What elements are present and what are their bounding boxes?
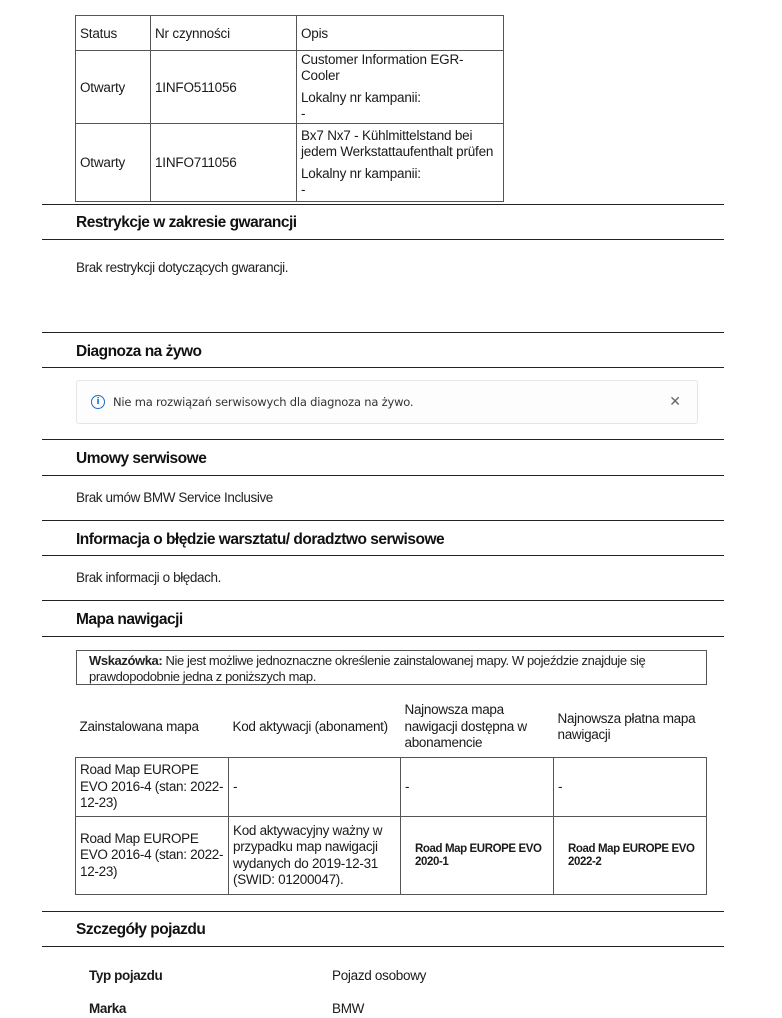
section-title-warranty: Restrykcje w zakresie gwarancji (76, 214, 297, 231)
section-title-navigation-map: Mapa nawigacji (76, 611, 183, 628)
campaign-table (75, 15, 504, 202)
installed-map-cell: Road Map EUROPE EVO 2016-4 (stan: 2022-12-23) (76, 817, 229, 895)
table-row (76, 124, 504, 202)
local-number-label: Lokalny nr kampanii: (301, 90, 421, 105)
divider (42, 239, 724, 240)
divider (42, 439, 724, 440)
latest-paid-map-cell: Road Map EUROPE EVO 2022-2 (554, 817, 707, 895)
detail-value-vehicle-type: Pojazd osobowy (332, 968, 427, 983)
navigation-map-table (75, 697, 707, 895)
service-contracts-text: Brak umów BMW Service Inclusive (76, 490, 273, 505)
description-cell (297, 51, 504, 124)
description-cell (297, 124, 504, 202)
table-header-row (76, 697, 707, 758)
divider (42, 946, 724, 947)
section-title-vehicle-details: Szczegóły pojazdu (76, 921, 206, 938)
activation-code-cell: Kod aktywacyjny ważny w przypadku map nawigacji wydanych do 2019-12-31 (SWID: 01200047). (229, 817, 401, 895)
table-row (76, 758, 707, 817)
latest-subscription-map-cell: Road Map EUROPE EVO 2020-1 (401, 817, 554, 895)
hint-text: Nie jest możliwe jednoznaczne określenie zainstalowanej mapy. W pojeździe znajduje się prawdopodobnie jedna z poniższych map. (89, 653, 646, 684)
section-title-service-contracts: Umowy serwisowe (76, 450, 207, 467)
column-header-number: Nr czynności (151, 16, 297, 51)
divider (42, 520, 724, 521)
table-header-row (76, 16, 504, 51)
detail-label-make: Marka (89, 1001, 127, 1016)
number-cell: 1INFO511056 (151, 51, 297, 124)
divider (42, 911, 724, 912)
column-header-status: Status (76, 16, 151, 51)
workshop-error-text: Brak informacji o błędach. (76, 570, 221, 585)
hint-label: Wskazówka: (89, 653, 163, 668)
description-text: Customer Information EGR-Cooler (301, 52, 464, 83)
local-number-value: - (301, 106, 306, 121)
divider (42, 555, 724, 556)
section-title-live-diagnosis: Diagnoza na żywo (76, 343, 202, 360)
divider (42, 600, 724, 601)
divider (42, 332, 724, 333)
divider (42, 636, 724, 637)
divider (42, 475, 724, 476)
local-number-value: - (301, 181, 306, 197)
info-icon: i (91, 395, 105, 409)
activation-code-cell: - (229, 758, 401, 817)
status-cell: Otwarty (76, 124, 151, 202)
column-header-latest-subscription-map: Najnowsza mapa nawigacji dostępna w abonamencie (404, 702, 527, 751)
close-icon[interactable]: ✕ (669, 394, 681, 410)
section-title-workshop-error: Informacja o błędzie warsztatu/ doradztwo serwisowe (76, 531, 445, 548)
number-cell: 1INFO711056 (151, 124, 297, 202)
divider (42, 204, 724, 205)
divider (42, 367, 724, 368)
installed-map-cell: Road Map EUROPE EVO 2016-4 (stan: 2022-12-23) (76, 758, 229, 817)
table-row (76, 51, 504, 124)
latest-paid-map-cell: - (554, 758, 707, 817)
description-text: Bx7 Nx7 - Kühlmittelstand bei jedem Werkstattaufenthalt prüfen (301, 127, 494, 159)
table-row (76, 817, 707, 895)
column-header-latest-paid-map: Najnowsza płatna mapa nawigacji (557, 710, 696, 742)
detail-value-make: BMW (332, 1001, 365, 1016)
status-cell: Otwarty (76, 51, 151, 124)
warranty-text: Brak restrykcji dotyczących gwarancji. (76, 260, 289, 275)
detail-label-vehicle-type: Typ pojazdu (89, 968, 163, 983)
info-banner (76, 380, 698, 424)
latest-subscription-map-cell: - (401, 758, 554, 817)
local-number-label: Lokalny nr kampanii: (301, 165, 421, 181)
column-header-activation-code: Kod aktywacji (abonament) (232, 718, 388, 734)
hint-box (76, 650, 707, 685)
column-header-installed-map: Zainstalowana mapa (79, 718, 199, 734)
info-banner-text: Nie ma rozwiązań serwisowych dla diagnoza na żywo. (113, 395, 414, 409)
column-header-description: Opis (297, 16, 504, 51)
